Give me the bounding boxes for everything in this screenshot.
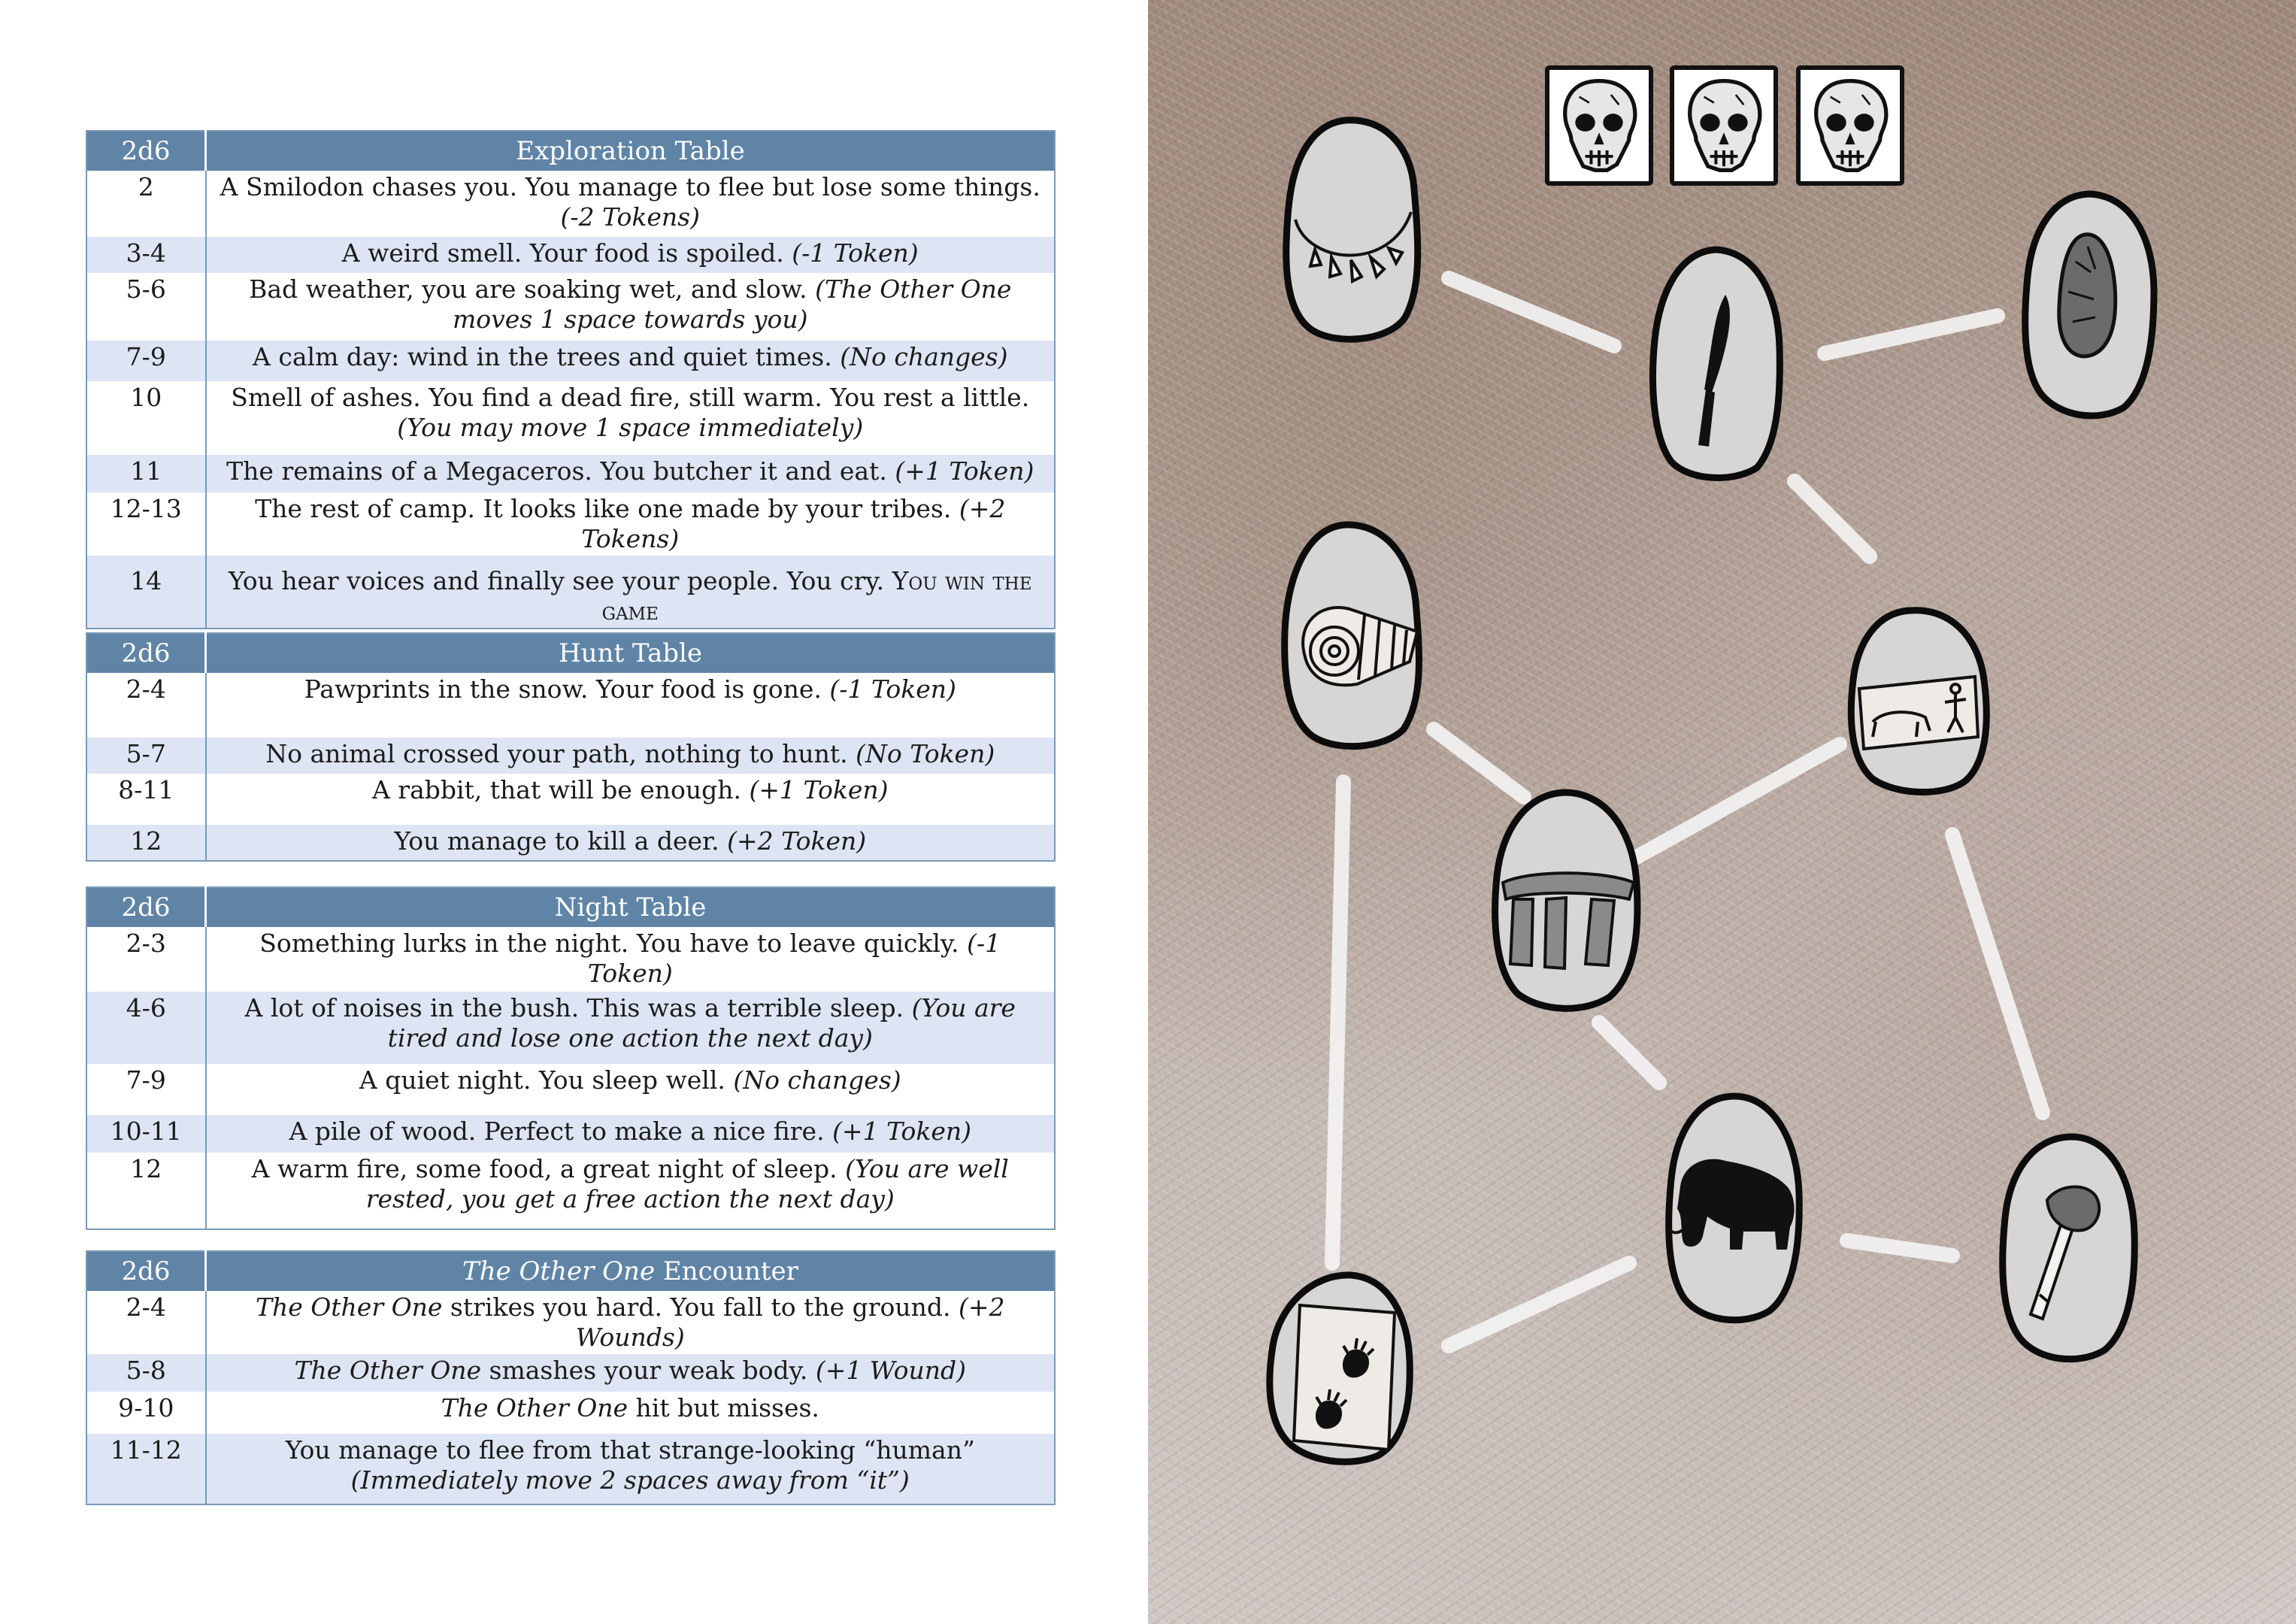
roll-cell: 7-9 [86, 341, 206, 381]
table-title: Night Table [206, 887, 1056, 927]
table-title: Exploration Table [206, 131, 1056, 171]
roll-cell: 14 [86, 556, 206, 629]
roll-cell: 2-3 [86, 927, 206, 992]
table-row [86, 1064, 1055, 1115]
table-row [86, 1115, 1055, 1153]
roll-cell: 10-11 [86, 1115, 206, 1153]
result-cell: A Smilodon chases you. You manage to flee but lose some things. (-2 Tokens) [220, 172, 1040, 232]
roll-cell: 5-8 [86, 1354, 206, 1392]
roll-cell: 4-6 [86, 992, 206, 1064]
table-row [86, 1392, 1055, 1434]
dice-header: 2d6 [86, 131, 206, 171]
table-row [86, 1291, 1055, 1354]
stone-space-ammonite[interactable] [1274, 519, 1431, 753]
result-cell: A quiet night. You sleep well. (No changes) [359, 1065, 901, 1095]
stone-space-cave-painting[interactable] [1843, 604, 1993, 798]
roll-cell: 5-6 [86, 273, 206, 341]
table-row [86, 738, 1055, 774]
handprints-icon [1294, 1305, 1395, 1450]
stone-space-handprints[interactable] [1261, 1271, 1417, 1465]
roll-cell: 11 [86, 455, 206, 492]
roll-cell: 12 [86, 825, 206, 861]
table-row [86, 237, 1055, 273]
result-cell: You manage to flee from that strange-looking “human” (Immediately move 2 spaces away from “it”) [206, 1434, 1056, 1504]
table-row [86, 341, 1055, 381]
skull-token[interactable] [1670, 65, 1778, 186]
roll-cell: 9-10 [86, 1392, 206, 1434]
hand-axe-icon [2059, 235, 2116, 356]
stone-space-hand-axe[interactable] [2016, 186, 2163, 420]
stone-space-mammoth[interactable] [1661, 1089, 1807, 1323]
table-header [86, 131, 1055, 171]
table-row [86, 556, 1055, 629]
table-row [86, 1434, 1055, 1504]
skull-icon [1801, 70, 1900, 181]
table-row [86, 927, 1055, 992]
result-cell: You manage to kill a deer. (+2 Token) [206, 825, 1056, 861]
table-header [86, 1251, 1055, 1291]
table-row [86, 825, 1055, 861]
roll-cell: 3-4 [86, 237, 206, 273]
result-cell: A rabbit, that will be enough. (+1 Token) [371, 775, 889, 804]
cave-painting-icon [1859, 677, 1978, 749]
roll-cell: 10 [86, 381, 206, 455]
result-cell: A pile of wood. Perfect to make a nice fire. (+1 Token) [206, 1115, 1056, 1153]
stone-space-knife[interactable] [1644, 242, 1789, 483]
table-row [86, 273, 1055, 341]
result-cell: Something lurks in the night. You have to leave quickly. (-1 Token) [259, 929, 1001, 988]
table-header [86, 633, 1055, 673]
table-row [86, 1153, 1055, 1229]
result-cell: A lot of noises in the bush. This was a terrible sleep. (You are tired and lose one action the next day) [206, 992, 1056, 1064]
roll-cell: 11-12 [86, 1434, 206, 1504]
night-table [86, 886, 1056, 1230]
table-row [86, 492, 1055, 556]
table-row [86, 455, 1055, 492]
hunt-table [86, 632, 1056, 862]
stone-space-tooth-necklace[interactable] [1277, 114, 1428, 347]
roll-cell: 12 [86, 1153, 206, 1229]
table-row [86, 381, 1055, 455]
result-cell: The Other One strikes you hard. You fall to the ground. (+2 Wounds) [255, 1292, 1005, 1352]
result-cell: The Other One smashes your weak body. (+1 Wound) [206, 1354, 1056, 1392]
result-cell: Bad weather, you are soaking wet, and slow. (The Other One moves 1 space towards you) [249, 274, 1012, 334]
table-header [86, 887, 1055, 927]
skull-token[interactable] [1545, 65, 1653, 186]
roll-cell: 7-9 [86, 1064, 206, 1115]
dice-header: 2d6 [86, 887, 206, 927]
result-cell: The remains of a Megaceros. You butcher it and eat. (+1 Token) [206, 455, 1056, 492]
result-cell: Pawprints in the snow. Your food is gone. (-1 Token) [304, 674, 956, 704]
roll-cell: 8-11 [86, 774, 206, 825]
game-board [1148, 0, 2296, 1624]
table-title: The Other One Encounter [206, 1251, 1056, 1291]
skull-icon [1549, 70, 1649, 181]
dice-header: 2d6 [86, 633, 206, 673]
result-cell: A weird smell. Your food is spoiled. (-1 Token) [206, 237, 1056, 273]
encounter-table [86, 1250, 1056, 1505]
dice-header: 2d6 [86, 1251, 206, 1291]
roll-cell: 2-4 [86, 1291, 206, 1354]
table-row [86, 1354, 1055, 1392]
result-cell: A warm fire, some food, a great night of sleep. (You are well rested, you get a free action the next day) [251, 1154, 1009, 1213]
result-cell: The rest of camp. It looks like one made by your tribes. (+2 Tokens) [255, 494, 1006, 553]
table-row [86, 774, 1055, 825]
stone-space-dolmen[interactable] [1486, 786, 1646, 1013]
result-cell: The Other One hit but misses. [441, 1393, 819, 1423]
stone-space-hafted-axe[interactable] [1995, 1128, 2142, 1362]
result-cell: You hear voices and finally see your people. You cry. You win the game [206, 556, 1056, 629]
table-title: Hunt Table [206, 633, 1056, 673]
skull-icon [1674, 70, 1773, 181]
roll-cell: 2-4 [86, 673, 206, 738]
roll-cell: 12-13 [86, 492, 206, 556]
result-cell: No animal crossed your path, nothing to hunt. (No Token) [206, 738, 1056, 774]
table-row [86, 673, 1055, 738]
table-row [86, 171, 1055, 237]
exploration-table [86, 130, 1056, 629]
roll-cell: 5-7 [86, 738, 206, 774]
skull-token[interactable] [1796, 65, 1904, 186]
result-cell: A calm day: wind in the trees and quiet times. (No changes) [206, 341, 1056, 381]
roll-cell: 2 [86, 171, 206, 237]
result-cell: Smell of ashes. You find a dead fire, still warm. You rest a little. (You may move 1 space immediately) [231, 383, 1030, 442]
table-row [86, 992, 1055, 1064]
